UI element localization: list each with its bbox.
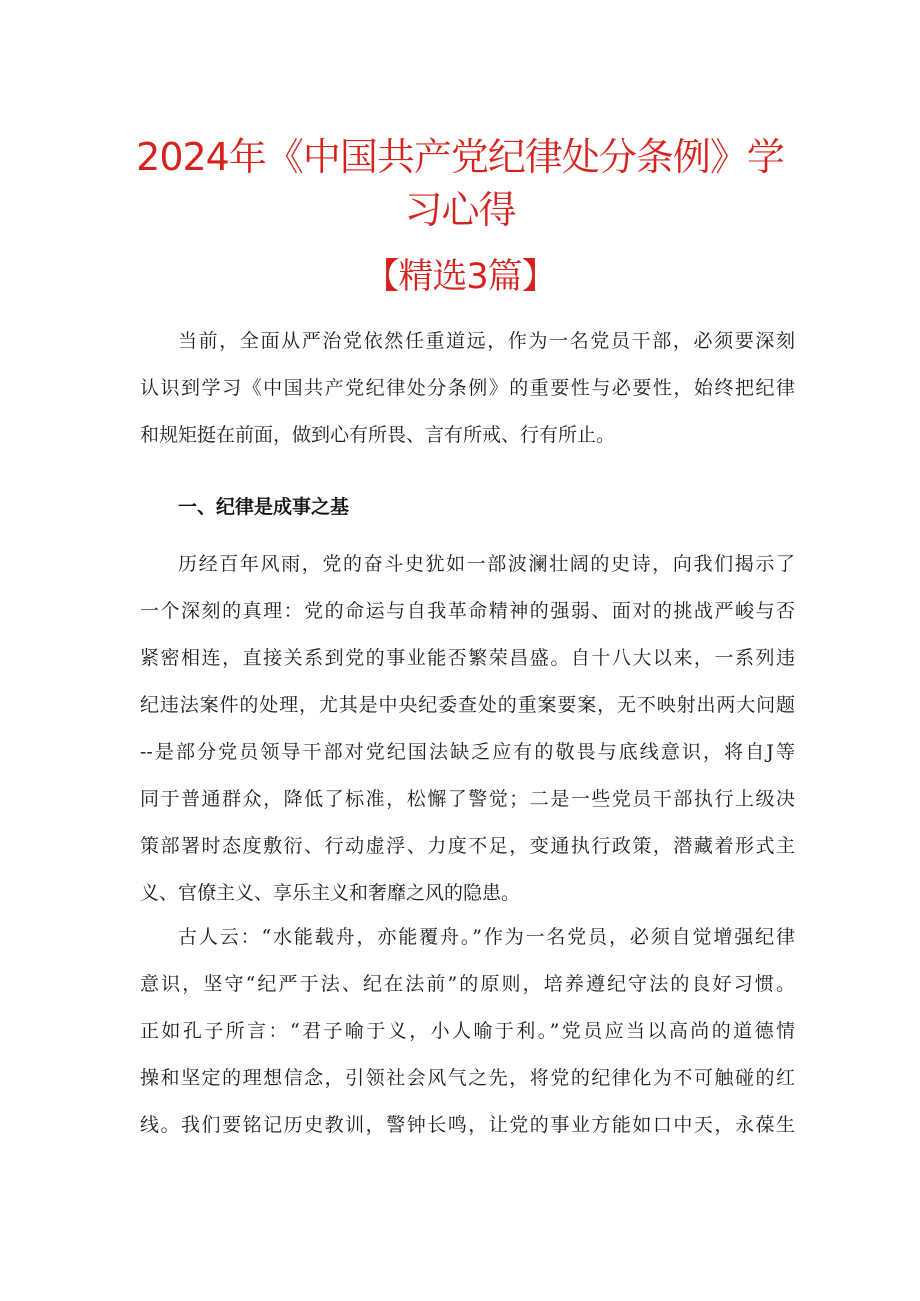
document-title-line2: 习心得 <box>404 188 516 232</box>
paragraph-line: 同于普通群众，降低了标准，松懈了警觉；二是一些党员干部执行上级决 <box>140 788 795 810</box>
paragraph-line: 古人云：“水能载舟，亦能覆舟。”作为一名党员，必须自觉增强纪律 <box>178 926 795 948</box>
paragraph-line: 当前，全面从严治党依然任重道远，作为一名党员干部，必须要深刻 <box>178 330 795 352</box>
paragraph-intro <box>140 318 795 459</box>
paragraph-line: 紧密相连，直接关系到党的事业能否繁荣昌盛。自十八大以来，一系列违 <box>140 647 795 669</box>
paragraph-line: 意识，坚守“纪严于法、纪在法前”的原则，培养遵纪守法的良好习惯。 <box>140 973 795 995</box>
section-heading: 一、纪律是成事之基 <box>178 496 350 518</box>
document-title-line1: 2024年《中国共产党纪律处分条例》学 <box>136 135 784 179</box>
paragraph-line: 策部署时态度敷衍、行动虚浮、力度不足，变通执行政策，潜藏着形式主 <box>140 835 795 857</box>
paragraph-ancient-saying <box>140 914 795 1149</box>
document-subtitle: 【精选3篇】 <box>364 257 556 297</box>
paragraph-history <box>140 541 795 917</box>
paragraph-line: 一个深刻的真理：党的命运与自我革命精神的强弱、面对的挑战严峻与否 <box>140 600 795 622</box>
paragraph-line: 义、官僚主义、享乐主义和奢靡之风的隐患。 <box>140 882 521 904</box>
paragraph-line: 线。我们要铭记历史教训，警钟长鸣，让党的事业方能如口中天，永葆生 <box>140 1114 795 1136</box>
paragraph-line: 和规矩挺在前面，做到心有所畏、言有所戒、行有所止。 <box>140 424 616 446</box>
paragraph-line: --是部分党员领导干部对党纪国法缺乏应有的敬畏与底线意识，将自J等 <box>140 741 795 763</box>
paragraph-line: 正如孔子所言：“君子喻于义，小人喻于利。”党员应当以高尚的道德情 <box>140 1020 795 1042</box>
paragraph-line: 认识到学习《中国共产党纪律处分条例》的重要性与必要性，始终把纪律 <box>140 377 795 399</box>
paragraph-line: 纪违法案件的处理，尤其是中央纪委查处的重案要案，无不映射出两大问题 <box>140 694 795 716</box>
paragraph-line: 历经百年风雨，党的奋斗史犹如一部波澜壮阔的史诗，向我们揭示了 <box>178 553 795 575</box>
paragraph-line: 操和坚定的理想信念，引领社会风气之先，将党的纪律化为不可触碰的红 <box>140 1067 795 1089</box>
